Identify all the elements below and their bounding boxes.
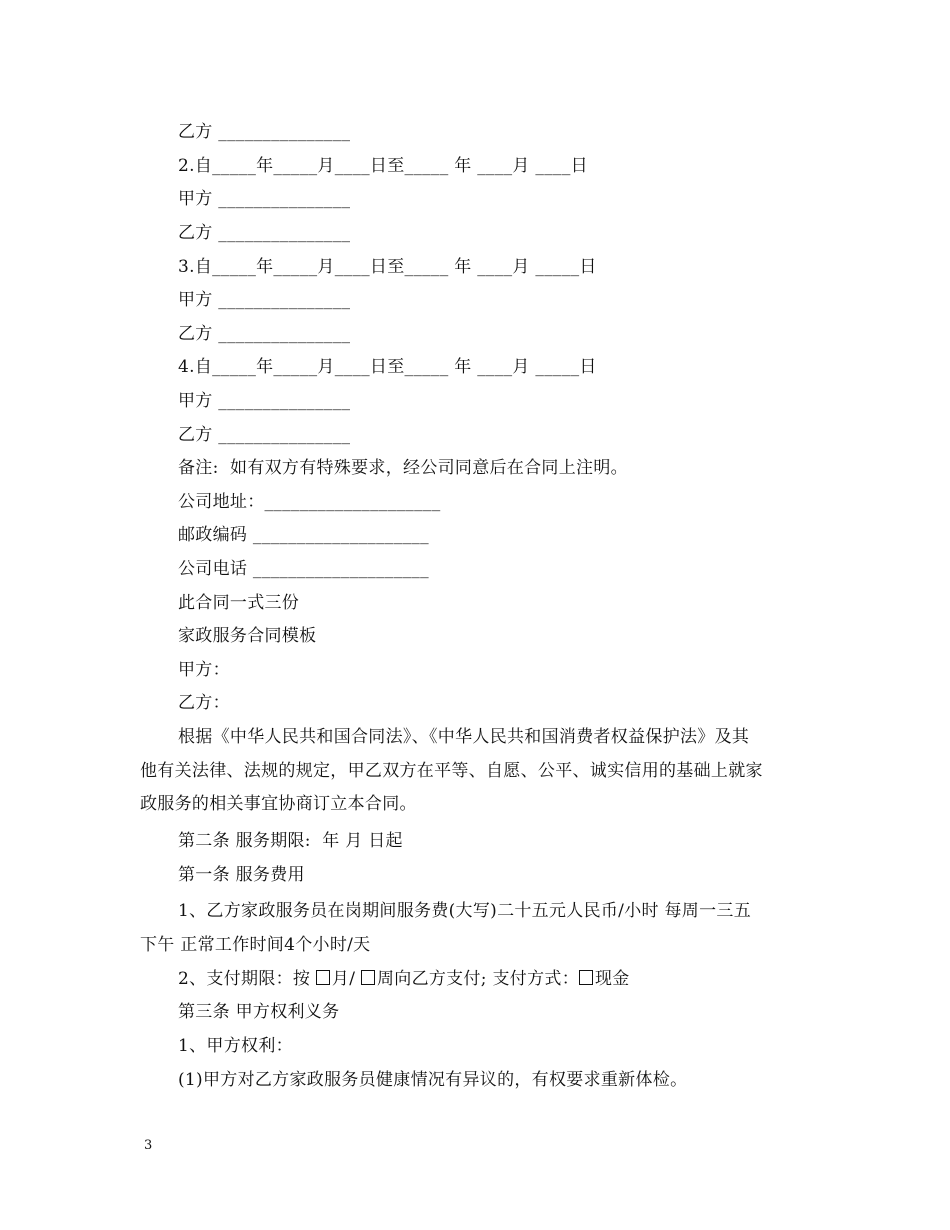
- company-phone-line: 公司电话 ____________________: [178, 559, 429, 579]
- copies-line: 此合同一式三份: [178, 593, 300, 613]
- fee-item-2-prefix: 2、支付期限：按: [178, 969, 316, 989]
- rights-title: 1、甲方权利：: [178, 1036, 293, 1056]
- remark-line: 备注: 如有双方有特殊要求，经公司同意后在合同上注明。: [178, 458, 628, 478]
- article-2-heading: 第二条 服务期限: 年 月 日起: [178, 831, 403, 851]
- contract-title: 家政服务合同模板: [178, 626, 317, 646]
- fee-item-1-line-1: 1、乙方家政服务员在岗期间服务费(大写)二十五元人民币/小时 每周一三五: [178, 901, 752, 921]
- party-a-line-3: 甲方 _______________: [178, 290, 351, 310]
- postal-code-line: 邮政编码 ____________________: [178, 525, 429, 545]
- fee-item-2-week: 周向乙方支付; 支付方式：: [376, 969, 579, 989]
- preamble-line-2: 他有关法律、法规的规定，甲乙双方在平等、自愿、公平、诚实信用的基础上就家: [140, 761, 763, 781]
- period-2-line: 2.自_____年_____月____日至_____ 年 ____月 ____日: [178, 156, 588, 176]
- rights-item-1: (1)甲方对乙方家政服务员健康情况有异议的，有权要求重新体检。: [178, 1070, 688, 1090]
- party-b-label: 乙方：: [178, 693, 230, 713]
- period-4-line: 4.自_____年_____月____日至_____ 年 ____月 _____日: [178, 357, 597, 377]
- fee-item-2-month: 月/: [331, 969, 361, 989]
- party-b-line-3: 乙方 _______________: [178, 324, 351, 344]
- party-a-line-4: 甲方 _______________: [178, 391, 351, 411]
- checkbox-cash-icon: [579, 970, 593, 985]
- preamble-line-3: 政服务的相关事宜协商订立本合同。: [140, 794, 417, 814]
- checkbox-week-icon: [361, 970, 375, 985]
- fee-item-1-line-2: 下午 正常工作时间4个小时/天: [140, 935, 371, 955]
- fee-item-2-cash: 现金: [595, 969, 630, 989]
- company-address-line: 公司地址：____________________: [178, 492, 441, 512]
- fee-item-2: [178, 968, 630, 990]
- party-b-line-4: 乙方 _______________: [178, 425, 351, 445]
- party-a-line-2: 甲方 _______________: [178, 189, 351, 209]
- article-1-heading: 第一条 服务费用: [178, 865, 305, 885]
- party-a-label: 甲方：: [178, 660, 230, 680]
- period-3-line: 3.自_____年_____月____日至_____ 年 ____月 _____日: [178, 257, 597, 277]
- preamble-line-1: 根据《中华人民共和国合同法》、《中华人民共和国消费者权益保护法》及其: [178, 727, 750, 747]
- party-b-line-1: 乙方 _______________: [178, 122, 351, 142]
- party-b-line-2: 乙方 _______________: [178, 223, 351, 243]
- checkbox-month-icon: [316, 970, 330, 985]
- article-3-heading: 第三条 甲方权利义务: [178, 1002, 340, 1022]
- page-number: 3: [144, 1138, 153, 1153]
